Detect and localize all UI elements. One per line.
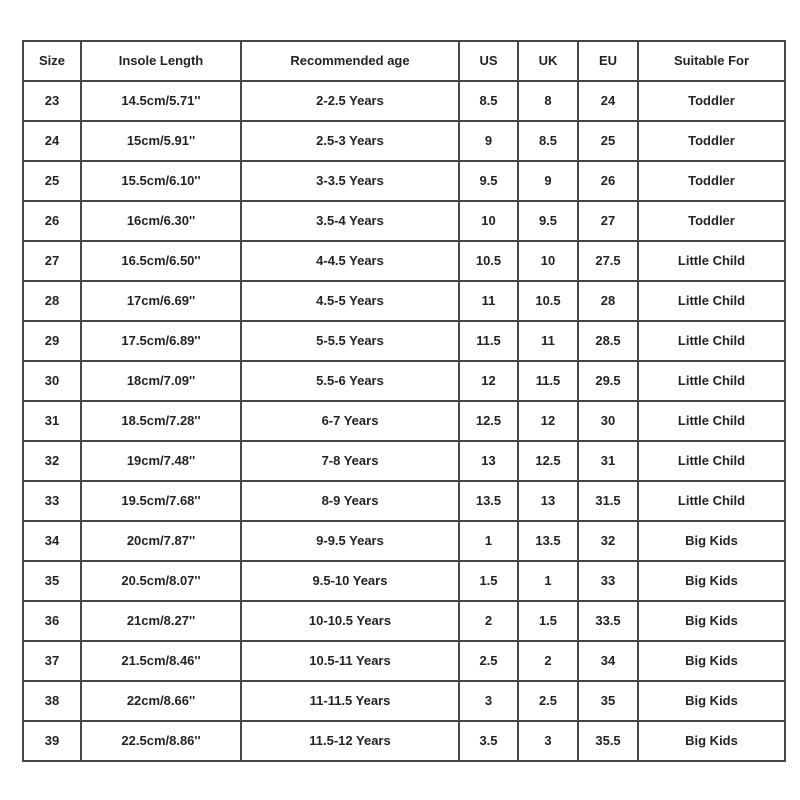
table-row (23, 201, 785, 241)
table-cell: 9 (518, 161, 578, 201)
table-cell: 4.5-5 Years (241, 281, 459, 321)
table-cell: 5.5-6 Years (241, 361, 459, 401)
table-row (23, 441, 785, 481)
table-cell: 13.5 (459, 481, 518, 521)
column-header-insole-length: Insole Length (81, 41, 241, 81)
table-cell: Toddler (638, 81, 785, 121)
table-cell: 9 (459, 121, 518, 161)
table-cell: 10-10.5 Years (241, 601, 459, 641)
table-cell: 1.5 (518, 601, 578, 641)
table-cell: 17cm/6.69'' (81, 281, 241, 321)
table-cell: 3-3.5 Years (241, 161, 459, 201)
size-chart-table (22, 40, 786, 762)
table-row (23, 121, 785, 161)
table-cell: 9-9.5 Years (241, 521, 459, 561)
table-cell: 33 (578, 561, 638, 601)
table-cell: Little Child (638, 241, 785, 281)
table-cell: Little Child (638, 321, 785, 361)
table-cell: 1.5 (459, 561, 518, 601)
table-cell: 18.5cm/7.28'' (81, 401, 241, 441)
table-cell: Toddler (638, 161, 785, 201)
table-cell: 9.5 (518, 201, 578, 241)
table-row (23, 641, 785, 681)
table-cell: 30 (578, 401, 638, 441)
table-row (23, 521, 785, 561)
table-cell: 10.5 (459, 241, 518, 281)
table-cell: 2.5-3 Years (241, 121, 459, 161)
table-cell: 34 (578, 641, 638, 681)
table-cell: 34 (23, 521, 81, 561)
table-row (23, 361, 785, 401)
table-cell: 22cm/8.66'' (81, 681, 241, 721)
table-cell: 6-7 Years (241, 401, 459, 441)
table-cell: 1 (518, 561, 578, 601)
table-cell: 10.5 (518, 281, 578, 321)
table-cell: 20cm/7.87'' (81, 521, 241, 561)
table-cell: 2 (518, 641, 578, 681)
table-row (23, 721, 785, 761)
table-cell: Big Kids (638, 681, 785, 721)
table-row (23, 601, 785, 641)
table-cell: 26 (23, 201, 81, 241)
table-cell: 13.5 (518, 521, 578, 561)
table-cell: 16cm/6.30'' (81, 201, 241, 241)
table-cell: 28.5 (578, 321, 638, 361)
table-cell: Big Kids (638, 521, 785, 561)
table-cell: 27.5 (578, 241, 638, 281)
table-row (23, 81, 785, 121)
table-cell: 29.5 (578, 361, 638, 401)
table-cell: 1 (459, 521, 518, 561)
table-cell: 39 (23, 721, 81, 761)
table-cell: 24 (23, 121, 81, 161)
table-cell: 18cm/7.09'' (81, 361, 241, 401)
table-cell: 11-11.5 Years (241, 681, 459, 721)
table-body (23, 81, 785, 761)
table-cell: 37 (23, 641, 81, 681)
table-cell: Little Child (638, 441, 785, 481)
table-cell: 3 (459, 681, 518, 721)
table-row (23, 481, 785, 521)
column-header-suitable-for: Suitable For (638, 41, 785, 81)
table-row (23, 281, 785, 321)
table-cell: 11 (459, 281, 518, 321)
table-cell: 31.5 (578, 481, 638, 521)
table-cell: 31 (23, 401, 81, 441)
header-row (23, 41, 785, 81)
table-cell: 25 (23, 161, 81, 201)
table-cell: 21.5cm/8.46'' (81, 641, 241, 681)
table-cell: 30 (23, 361, 81, 401)
table-cell: 33.5 (578, 601, 638, 641)
table-cell: 4-4.5 Years (241, 241, 459, 281)
column-header-size: Size (23, 41, 81, 81)
table-cell: 7-8 Years (241, 441, 459, 481)
table-cell: 28 (578, 281, 638, 321)
table-cell: 9.5 (459, 161, 518, 201)
table-cell: Little Child (638, 401, 785, 441)
table-cell: 36 (23, 601, 81, 641)
table-row (23, 561, 785, 601)
table-cell: Little Child (638, 361, 785, 401)
table-cell: 11 (518, 321, 578, 361)
table-cell: 21cm/8.27'' (81, 601, 241, 641)
table-cell: 27 (578, 201, 638, 241)
column-header-us: US (459, 41, 518, 81)
table-cell: 35 (23, 561, 81, 601)
table-cell: 28 (23, 281, 81, 321)
table-cell: 2 (459, 601, 518, 641)
table-row (23, 161, 785, 201)
table-cell: 27 (23, 241, 81, 281)
table-cell: 8-9 Years (241, 481, 459, 521)
table-cell: 12 (518, 401, 578, 441)
table-cell: 31 (578, 441, 638, 481)
table-cell: 13 (459, 441, 518, 481)
table-cell: 32 (23, 441, 81, 481)
table-row (23, 681, 785, 721)
table-cell: 3.5-4 Years (241, 201, 459, 241)
table-cell: Big Kids (638, 601, 785, 641)
table-cell: 12 (459, 361, 518, 401)
table-cell: 20.5cm/8.07'' (81, 561, 241, 601)
table-cell: Big Kids (638, 641, 785, 681)
table-cell: 10 (459, 201, 518, 241)
table-cell: 32 (578, 521, 638, 561)
table-cell: 11.5 (459, 321, 518, 361)
table-row (23, 321, 785, 361)
table-cell: Toddler (638, 121, 785, 161)
table-row (23, 241, 785, 281)
table-cell: 19cm/7.48'' (81, 441, 241, 481)
table-cell: Little Child (638, 281, 785, 321)
table-cell: 35 (578, 681, 638, 721)
table-cell: 2-2.5 Years (241, 81, 459, 121)
table-cell: 10 (518, 241, 578, 281)
table-cell: Big Kids (638, 561, 785, 601)
table-cell: 38 (23, 681, 81, 721)
table-cell: 8.5 (518, 121, 578, 161)
size-chart (22, 40, 784, 762)
table-cell: 3.5 (459, 721, 518, 761)
table-cell: 25 (578, 121, 638, 161)
table-cell: 10.5-11 Years (241, 641, 459, 681)
table-cell: Toddler (638, 201, 785, 241)
table-cell: Big Kids (638, 721, 785, 761)
table-cell: 22.5cm/8.86'' (81, 721, 241, 761)
column-header-eu: EU (578, 41, 638, 81)
table-cell: 23 (23, 81, 81, 121)
table-cell: 8 (518, 81, 578, 121)
table-cell: 29 (23, 321, 81, 361)
table-cell: 13 (518, 481, 578, 521)
table-cell: 12.5 (518, 441, 578, 481)
table-cell: 8.5 (459, 81, 518, 121)
table-cell: 11.5 (518, 361, 578, 401)
table-cell: 2.5 (459, 641, 518, 681)
table-cell: 5-5.5 Years (241, 321, 459, 361)
table-cell: 19.5cm/7.68'' (81, 481, 241, 521)
table-cell: 9.5-10 Years (241, 561, 459, 601)
table-cell: 24 (578, 81, 638, 121)
table-cell: 26 (578, 161, 638, 201)
table-cell: 33 (23, 481, 81, 521)
column-header-recommended-age: Recommended age (241, 41, 459, 81)
table-cell: 16.5cm/6.50'' (81, 241, 241, 281)
table-cell: 14.5cm/5.71'' (81, 81, 241, 121)
table-cell: 2.5 (518, 681, 578, 721)
table-cell: 15.5cm/6.10'' (81, 161, 241, 201)
table-row (23, 401, 785, 441)
table-cell: 35.5 (578, 721, 638, 761)
table-cell: 12.5 (459, 401, 518, 441)
table-cell: 3 (518, 721, 578, 761)
table-cell: 17.5cm/6.89'' (81, 321, 241, 361)
table-cell: 15cm/5.91'' (81, 121, 241, 161)
column-header-uk: UK (518, 41, 578, 81)
table-cell: Little Child (638, 481, 785, 521)
table-cell: 11.5-12 Years (241, 721, 459, 761)
